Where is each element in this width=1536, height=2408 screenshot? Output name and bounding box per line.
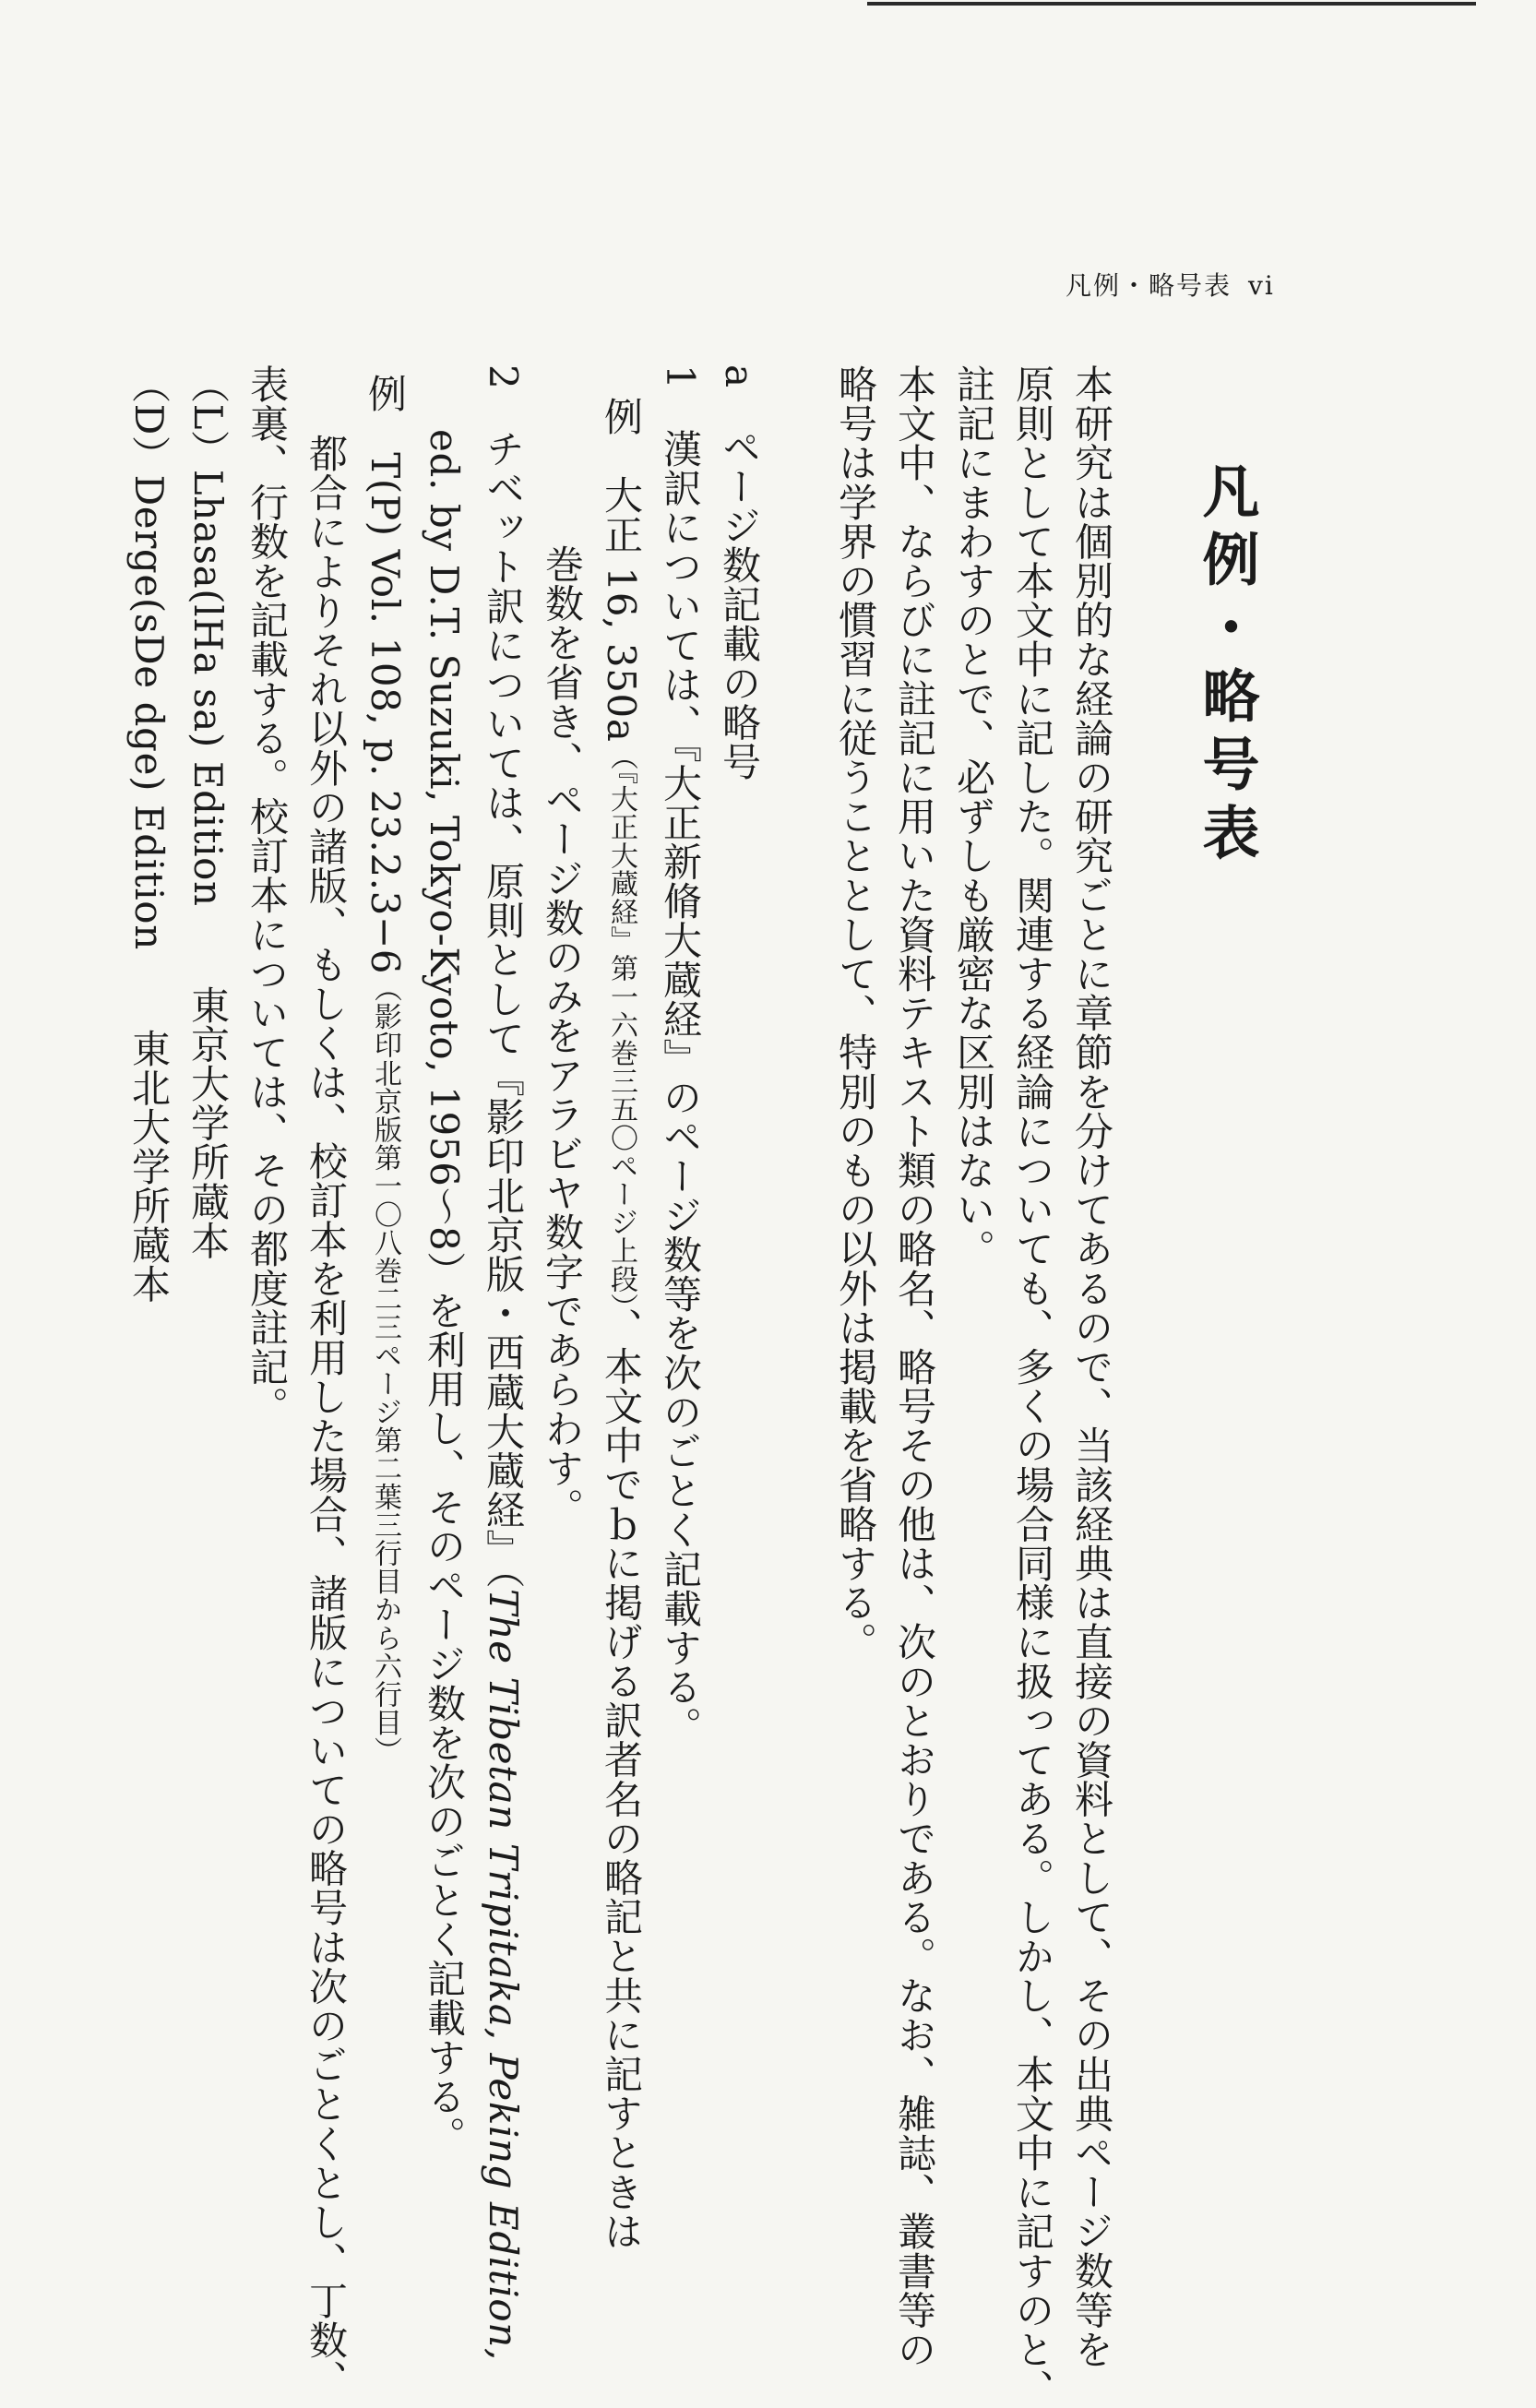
running-header <box>1066 266 1275 303</box>
edition-abbr: （L） <box>185 364 231 470</box>
intro-para1-line3: 註記にまわすのとで、必ずしも厳密な区別はない。 <box>951 364 996 1269</box>
item1-example-label: 例 <box>599 397 644 436</box>
item2-para-line2: 表裏、行数を記載する。校訂本については、その都度註記。 <box>244 364 290 1426</box>
item1-line <box>658 364 703 1746</box>
edition-holder: 東北大学所蔵本 <box>126 1029 172 1305</box>
item2-example <box>363 374 408 1765</box>
item1-text: 漢訳については、『大正新脩大蔵経』のページ数等を次のごとく記載する。 <box>658 428 703 1746</box>
edition-holder: 東京大学所蔵本 <box>185 984 231 1261</box>
item2-example-note: （影印北京版第一〇八巻二三ページ第二葉三行目から六行目） <box>369 974 401 1765</box>
section-mark: a <box>717 364 762 388</box>
item2-number: 2 <box>481 364 526 390</box>
item2-example-label: 例 <box>363 374 408 413</box>
item1-number: 1 <box>658 364 703 390</box>
item1-example-rest: 、本文中でｂに掲げる訳者名の略記と共に記すときは <box>599 1307 644 2251</box>
item1-example <box>599 397 644 2251</box>
edition-name: Derge(sDe dge) Edition <box>126 474 172 950</box>
section-a-heading <box>717 364 762 781</box>
item1-example-main: 大正 16, 350a <box>599 475 644 743</box>
section-heading-text: ページ数記載の略号 <box>717 427 762 781</box>
edition-name: Lhasa(lHa sa) Edition <box>185 469 231 907</box>
item2-line2: ed. by D.T. Suzuki, Tokyo-Kyoto, 1956〜8）を利用し、そのページ数を次のごとく記載する。 <box>422 429 467 2156</box>
item1-example-note: （『大正大蔵経』第一六巻三五〇ページ上段） <box>605 742 637 1308</box>
page-number: vi <box>1248 270 1275 301</box>
item2-text-before: チベット訳については、原則として『影印北京版・西蔵大蔵経』（ <box>481 428 526 1589</box>
intro-para2-line2: 略号は学界の慣習に従うこととして、特別のもの以外は掲載を省略する。 <box>833 364 878 1662</box>
item2-para-line1: 都合によりそれ以外の諸版、もしくは、校訂本を利用した場合、諸版についての略号は次のごとくとし、丁数、 <box>304 434 349 2399</box>
item2-line <box>481 364 526 2361</box>
intro-para2-line1: 本文中、ならびに註記に用いた資料テキスト類の略名、略号その他は、次のとおりである。なお、雑誌、叢書等の <box>892 364 937 2369</box>
top-rule <box>867 2 1476 6</box>
running-title: 凡例・略号表 <box>1066 270 1232 301</box>
intro-para1-line1: 本研究は個別的な経論の研究ごとに章節を分けてあるので、当該経典は直接の資料として、その出典ページ数等を <box>1069 364 1114 2369</box>
item2-example-main: T(P) Vol. 108, p. 23.2.3−6 <box>363 452 408 975</box>
intro-para1-line2: 原則として本文中に記した。関連する経論についても、多くの場合同様に扱ってある。しかし、本文中に記すのと、 <box>1010 364 1055 2408</box>
item2-text-italic: The Tibetan Tripitaka, Peking Edition, <box>481 1588 526 2361</box>
edition-row-derge <box>126 364 172 1305</box>
edition-row-lhasa <box>185 364 231 1261</box>
page-title: 凡例・略号表 <box>1193 461 1260 871</box>
edition-abbr: （D） <box>126 364 172 475</box>
item1-continuation: 巻数を省き、ページ数のみをアラビヤ数字であらわす。 <box>540 544 585 1527</box>
